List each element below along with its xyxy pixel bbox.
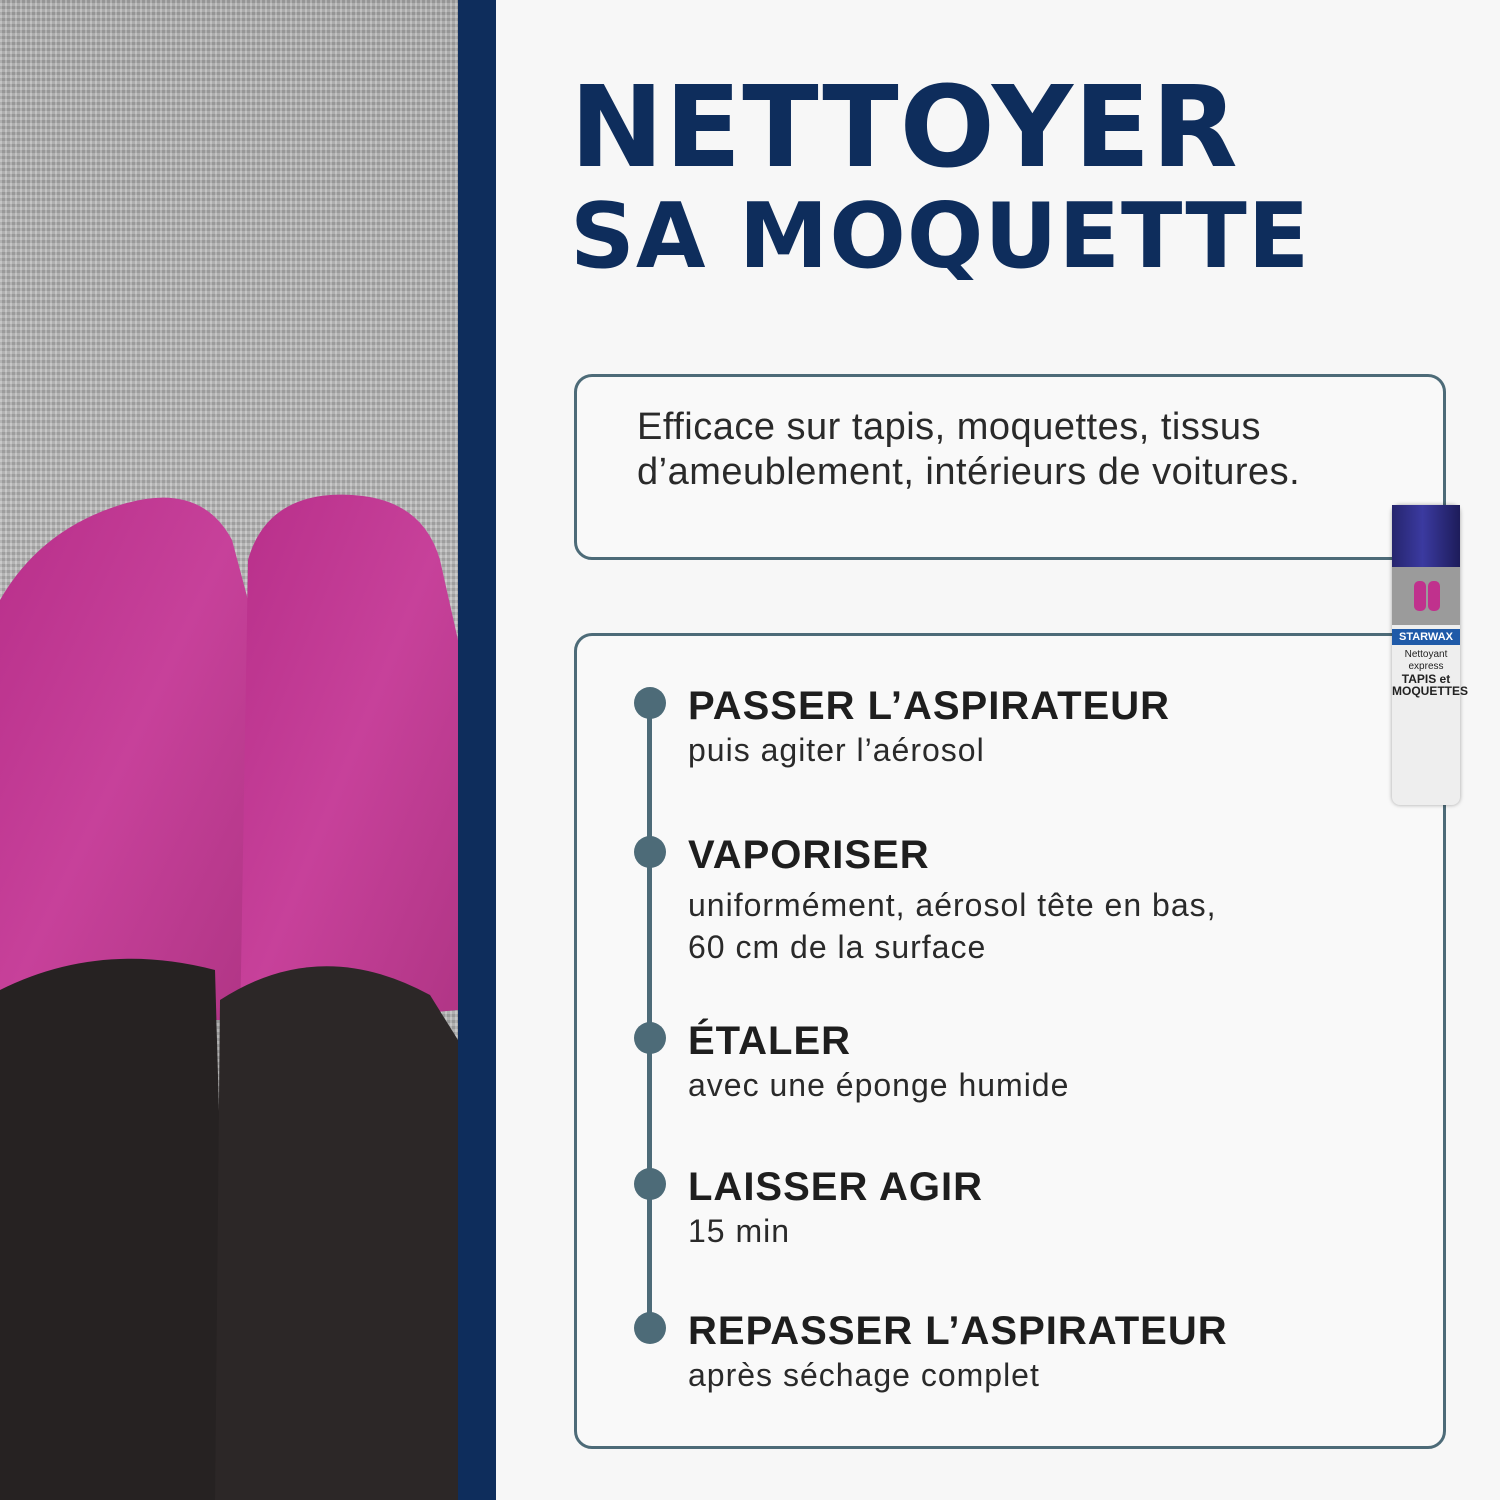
step-4: [688, 1164, 983, 1252]
product-line-3: TAPIS et: [1401, 672, 1451, 686]
right-sock: [240, 495, 458, 1030]
steps-timeline: [647, 700, 652, 1330]
step-desc: uniformément, aérosol tête en bas,: [688, 887, 1217, 923]
step-title: REPASSER L’ASPIRATEUR: [688, 1309, 1228, 1353]
step-desc: puis agiter l’aérosol: [688, 732, 985, 768]
aerosol-product-image: [1392, 505, 1469, 805]
aerosol-cap: [1392, 505, 1460, 567]
step-dot: [634, 1168, 666, 1200]
step-title: LAISSER AGIR: [688, 1165, 983, 1209]
step-5: [688, 1308, 1228, 1396]
page-title: [570, 63, 1311, 289]
step-dot: [634, 687, 666, 719]
step-3: [688, 1018, 1069, 1106]
step-desc: après séchage complet: [688, 1357, 1040, 1393]
step-dot: [634, 836, 666, 868]
left-pant-leg: [0, 959, 230, 1500]
product-label: [1392, 649, 1469, 698]
step-title: ÉTALER: [688, 1019, 852, 1063]
title-line-1: NETTOYER: [570, 63, 1239, 193]
product-line-4: MOQUETTES: [1392, 684, 1469, 698]
socks-illustration: [0, 0, 458, 1500]
step-desc-2: 60 cm de la surface: [688, 929, 987, 965]
intro-box: [574, 374, 1446, 560]
product-brand: STARWAX: [1392, 629, 1460, 645]
product-line-2: express: [1408, 661, 1444, 672]
right-pant-leg: [215, 966, 458, 1500]
product-line-1: Nettoyant: [1404, 649, 1448, 660]
step-title: VAPORISER: [688, 833, 930, 877]
title-line-2: SA MOQUETTE: [570, 184, 1311, 289]
step-1: [688, 683, 1170, 771]
left-sock: [0, 498, 250, 1020]
navy-divider-stripe: [458, 0, 496, 1500]
step-desc: 15 min: [688, 1213, 791, 1249]
step-dot: [634, 1022, 666, 1054]
product-label-photo: [1392, 567, 1460, 625]
step-title: PASSER L’ASPIRATEUR: [688, 684, 1171, 728]
intro-text: Efficace sur tapis, moquettes, tissus d’ameublement, intérieurs de voitures.: [637, 406, 1301, 493]
step-dot: [634, 1312, 666, 1344]
step-desc: avec une éponge humide: [688, 1067, 1070, 1103]
carpet-photo: [0, 0, 458, 1500]
step-2: [688, 832, 1217, 968]
